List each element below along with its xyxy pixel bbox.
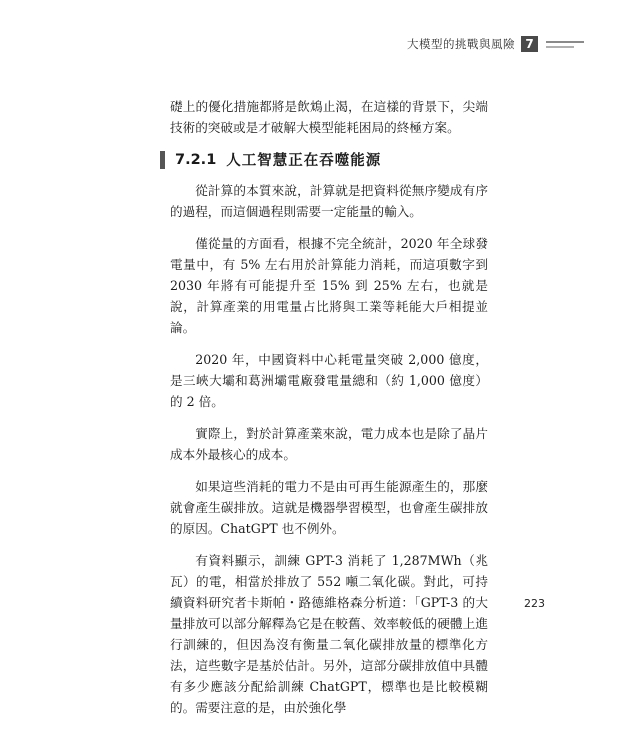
section-marker-bar: [160, 151, 165, 169]
paragraph: 2020 年，中國資料中心耗電量突破 2,000 億度，是三峽大壩和葛洲壩電廠發電量總和（約 1,000 億度）的 2 倍。: [170, 352, 488, 409]
section-title: 人工智慧正在吞噬能源: [226, 153, 382, 169]
chapter-number-badge: 7: [521, 36, 538, 52]
paragraph: 從計算的本質來說，計算就是把資料從無序變成有序的過程，而這個過程則需要一定能量的輸入。: [170, 183, 488, 219]
section-number: 7.2.1: [175, 151, 217, 168]
decorative-rule-top: [546, 41, 584, 43]
decorative-rules: [546, 41, 584, 48]
paragraph: 有資料顯示，訓練 GPT-3 消耗了 1,287MWh（兆瓦）的電，相當於排放了 552 噸二氧化碳。對此，可持續資料研究者卡斯帕・路德維格森分析道：「GPT-3 的大量排放可以部分解釋為它是在較舊、效率較低的硬體上進行訓練的，但因為沒有衡量二氧化碳排放量的標準化方法，這些數字是基於估計。另外，這部分碳排放值中具體有多少應該分配給訓練 ChatGPT，標準也是比較模糊的。需要注意的是，由於強化學: [170, 553, 488, 715]
paragraph: 僅從量的方面看，根據不完全統計，2020 年全球發電量中，有 5% 左右用於計算能力消耗，而這項數字到 2030 年將有可能提升至 15% 到 25% 左右，也就是說，計算產業的用電量占比將與工業等耗能大戶相提並論。: [170, 236, 488, 335]
paragraph: 實際上，對於計算產業來說，電力成本也是除了晶片成本外最核心的成本。: [170, 426, 488, 462]
running-head-title: 大模型的挑戰與風險: [407, 37, 515, 51]
decorative-rule-bottom: [546, 46, 574, 48]
paragraph: 如果這些消耗的電力不是由可再生能源產生的，那麼就會產生碳排放。這就是機器學習模型，也會產生碳排放的原因。ChatGPT 也不例外。: [170, 479, 488, 536]
body-text: [170, 96, 488, 729]
paragraph-continued: 礎上的優化措施都將是飲鴆止渴，在這樣的背景下，尖端技術的突破或是才破解大模型能耗困局的終極方案。: [170, 99, 488, 135]
section-heading: [160, 149, 478, 170]
page-number: 223: [524, 597, 545, 610]
running-head: [407, 36, 584, 52]
